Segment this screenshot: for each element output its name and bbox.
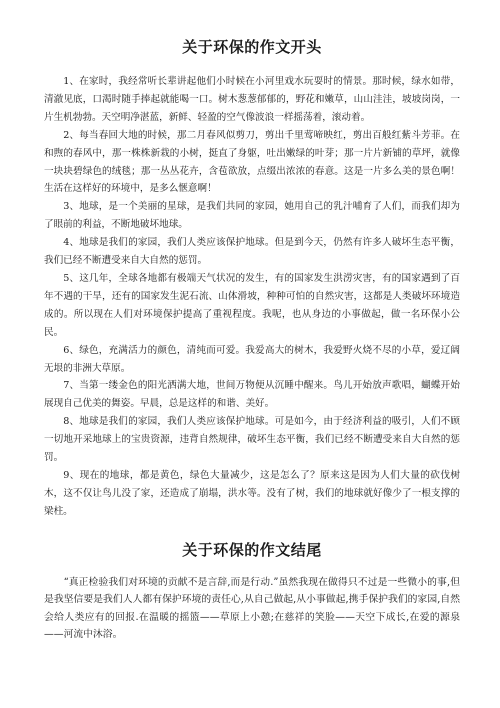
intro-paragraph-4: 4、地球是我们的家园，我们人类应该保护地球。但是到今天，仍然有许多人破坏生态平衡，我们已经不断遭受来自大自然的惩罚。 bbox=[44, 237, 460, 267]
intro-paragraph-6: 6、绿色，充满活力的颜色，清纯而可爱。我爱高大的树木，我爱野火烧不尽的小草，爱辽阔无垠的非洲大草原。 bbox=[44, 344, 460, 374]
intro-paragraph-2: 2、每当春回大地的时候，那二月春风似剪刀，剪出千里莺啼映红，剪出百般红紫斗芳菲。在和煦的春风中，那一株株新栽的小树，挺直了身躯，吐出嫩绿的叶芽；那一片片新铺的草坪，就像一块块碧绿色的绒毯；那一丛丛花卉，含苞欲放，点缀出浓浓的春意。这是一片多么美的景色啊！生活在这样好的环境中，是多么惬意啊！ bbox=[44, 129, 460, 195]
ending-paragraph-1: “真正检验我们对环境的贡献不是言辞,而是行动.”虽然我现在做得只不过是一些微小的事,但是我坚信要是我们人人都有保护环境的责任心,从自己做起,从小事做起,携手保护我们的家园,自然会给人类应有的回报.在温暖的摇篮——草原上小憩;在慈祥的笑脸——天空下成长,在爱的源泉——河流中沐浴。 bbox=[44, 576, 460, 641]
intro-paragraph-5: 5、这几年，全球各地都有极端天气状况的发生，有的国家发生洪涝灾害，有的国家遇到了百年不遇的干旱，还有的国家发生泥石流、山体滑坡，种种可怕的自然灾害，这都是人类破坏环境造成的。所以现在人们对环境保护提高了重视程度。我呢，也从身边的小事做起，做一名环保小公民。 bbox=[44, 272, 460, 338]
ending-section-title: 关于环保的作文结尾 bbox=[182, 540, 322, 559]
intro-paragraph-8: 8、地球是我们的家园，我们人类应该保护地球。可是如今，由于经济利益的吸引，人们不顾一切地开采地球上的宝贵资源，违背自然规律，破坏生态平衡，我们已经不断遭受来自大自然的惩罚。 bbox=[44, 416, 460, 464]
intro-paragraph-9: 9、现在的地球，都是黄色，绿色大量减少，这是怎么了？原来这是因为人们大量的砍伐树木，这不仅让鸟儿没了家，还造成了崩塌，洪水等。没有了树，我们的地球就好像少了一根支撑的梁柱。 bbox=[44, 469, 460, 517]
intro-section bbox=[44, 73, 460, 521]
intro-paragraph-7: 7、当第一缕金色的阳光洒满大地，世间万物便从沉睡中醒来。鸟儿开始放声歌唱，蝴蝶开始展现自己优美的舞姿。早晨，总是这样的和谐、美好。 bbox=[44, 380, 460, 410]
ending-section bbox=[44, 574, 460, 644]
intro-section-title: 关于环保的作文开头 bbox=[182, 38, 322, 56]
intro-paragraph-3: 3、地球，是一个美丽的星球，是我们共同的家园，她用自己的乳汁哺育了人们，而我们却为了眼前的利益，不断地破坏地球。 bbox=[44, 201, 460, 231]
intro-paragraph-1: 1、在家时，我经常听长辈讲起他们小时候在小河里戏水玩耍时的情景。那时候，绿水如带，清澈见底，口渴时随手捧起就能喝一口。树木葱葱郁郁的，野花和嫩草，山山洼洼，坡坡岗岗，一片生机勃勃。天空明净湛蓝，新鲜、轻盈的空气像波浪一样摇荡着，滚动着。 bbox=[44, 76, 460, 123]
